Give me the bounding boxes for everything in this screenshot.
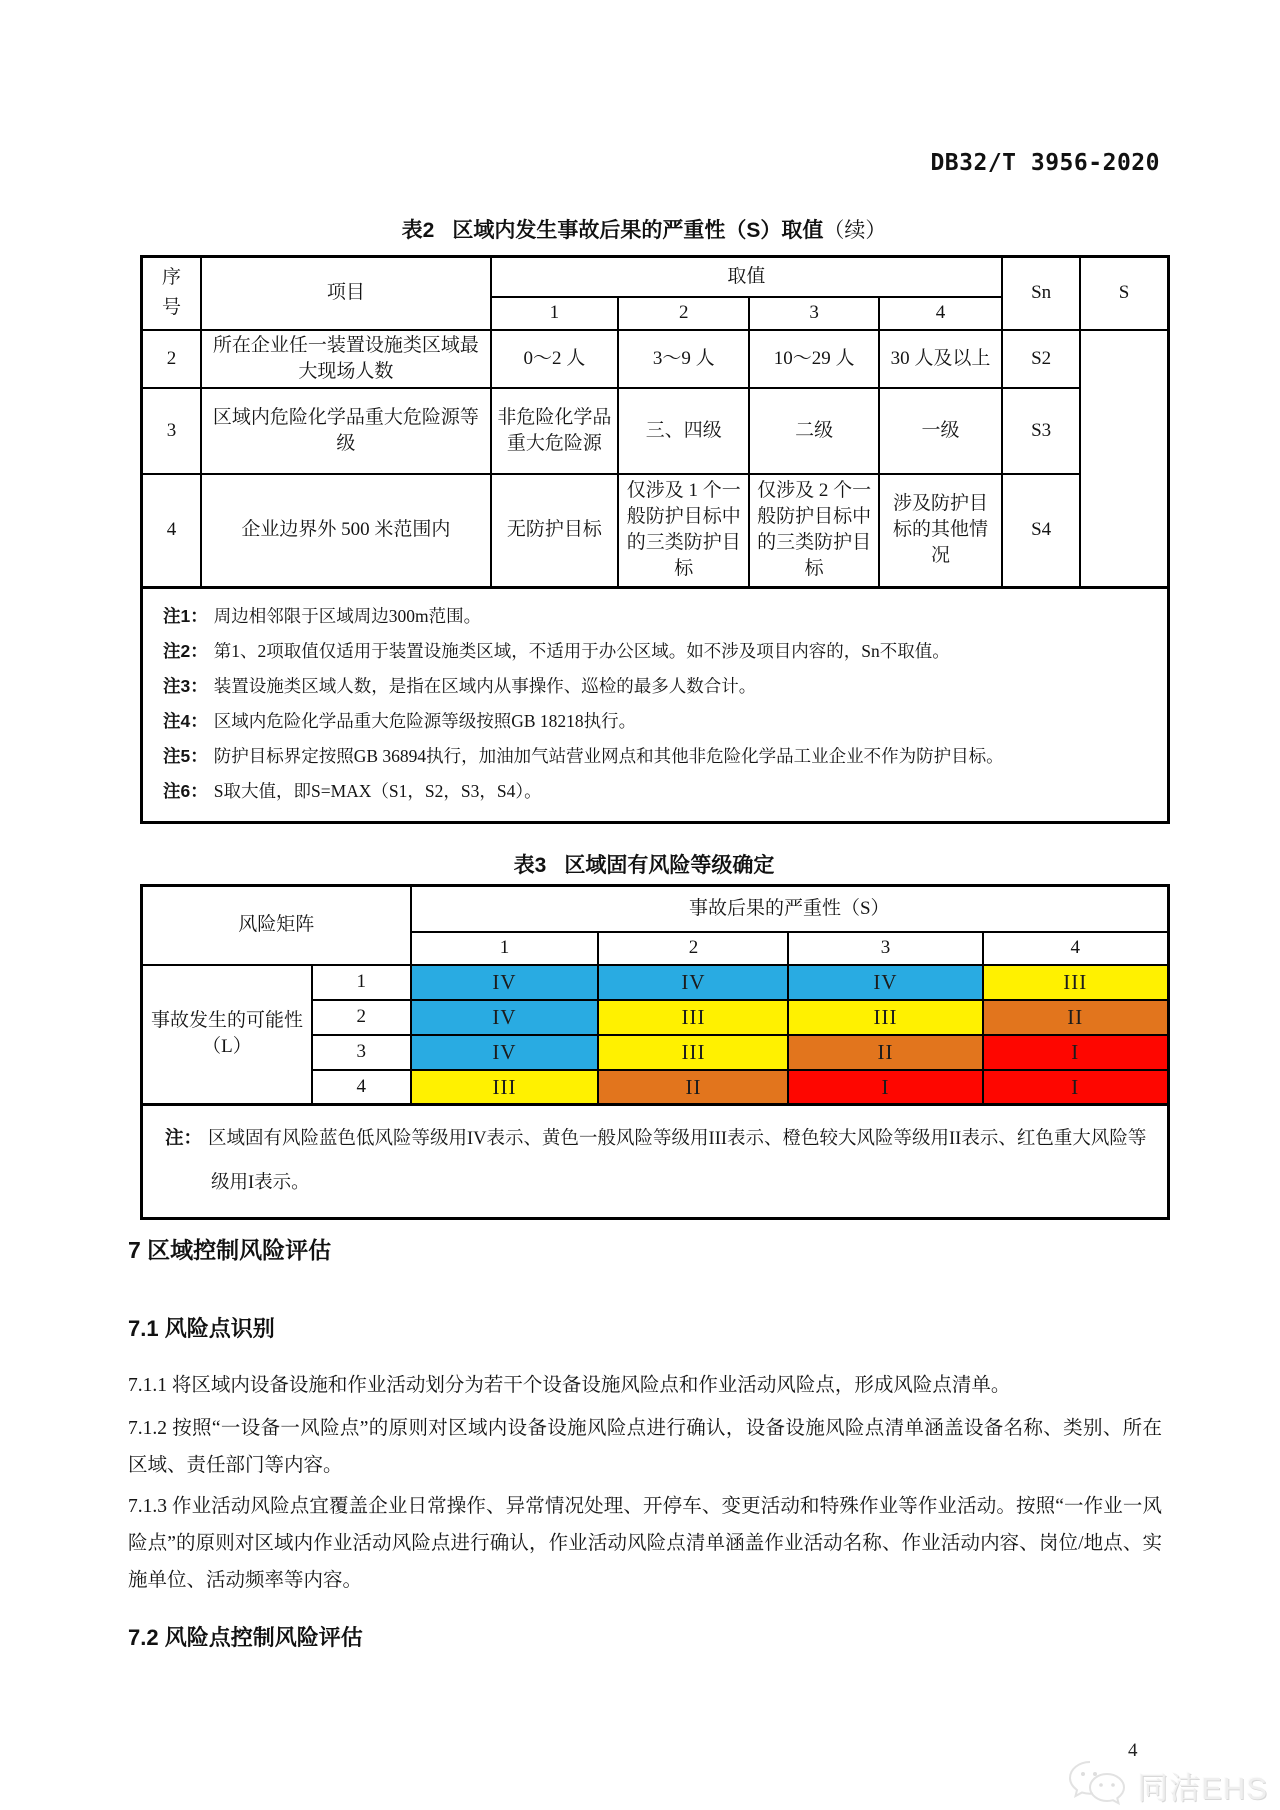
standard-number: DB32/T 3956-2020 [930,150,1160,176]
col-header-value: 取值 [491,257,1002,297]
paragraph-7-1-1: 7.1.1 将区域内设备设施和作业活动划分为若干个设备设施风险点和作业活动风险点，形成风险点清单。 [128,1375,1011,1396]
risk-cell: IV [411,1035,599,1070]
likelihood-level: 3 [312,1035,411,1070]
note-6: 注6： S取大值，即S=MAX（S1，S2，S3，S4）。 [163,781,542,801]
seq-cell: 4 [142,474,202,588]
matrix-corner-label: 风险矩阵 [142,886,411,965]
value-cell: 非危险化学品重大危险源 [491,388,618,474]
value-cell: 二级 [749,388,878,474]
severity-col-4: 4 [983,932,1169,965]
s-column-empty [1080,330,1168,588]
table3-note: 注： 区域固有风险蓝色低风险等级用IV表示、黄色一般风险等级用III表示、橙色较大风险等级用II表示、红色重大风险等级用I表示。 [142,1105,1169,1219]
value-col-1: 1 [491,297,618,330]
item-cell: 企业边界外 500 米范围内 [201,474,491,588]
value-col-2: 2 [618,297,749,330]
col-header-seq: 序号 [142,257,202,330]
severity-col-3: 3 [788,932,982,965]
likelihood-level: 4 [312,1070,411,1105]
value-cell: 10～29 人 [749,330,878,388]
value-cell: 30 人及以上 [879,330,1002,388]
risk-matrix-table [140,884,1170,1220]
severity-col-1: 1 [411,932,599,965]
risk-cell: IV [598,965,788,1000]
severity-col-2: 2 [598,932,788,965]
table2-title-main: 区域内发生事故后果的严重性（S）取值 [452,219,824,242]
risk-cell: I [788,1070,982,1105]
value-cell: 三、四级 [618,388,749,474]
table3-title-main: 区域固有风险等级确定 [564,854,775,877]
sn-cell: S3 [1002,388,1080,474]
risk-cell: I [983,1035,1169,1070]
risk-cell: III [411,1070,599,1105]
risk-cell: III [788,1000,982,1035]
table-row [142,388,1169,474]
risk-cell: I [983,1070,1169,1105]
matrix-row [142,965,1169,1000]
likelihood-group-label: 事故发生的可能性（L） [142,965,312,1105]
value-cell: 0～2 人 [491,330,618,388]
risk-cell: III [983,965,1169,1000]
severity-value-table [140,255,1170,824]
value-cell: 仅涉及 2 个一般防护目标中的三类防护目标 [749,474,878,588]
page-number: 4 [1128,1740,1138,1761]
sn-cell: S4 [1002,474,1080,588]
risk-cell: III [598,1035,788,1070]
table-notes-row [142,588,1169,823]
table3-title-prefix: 表3 [513,854,547,877]
seq-cell: 2 [142,330,202,388]
note-4: 注4： 区域内危险化学品重大危险源等级按照GB 18218执行。 [163,711,637,731]
paragraph-7-1-3: 7.1.3 作业活动风险点宜覆盖企业日常操作、异常情况处理、开停车、变更活动和特殊作业等作业活动。按照“一作业一风险点”的原则对区域内作业活动风险点进行确认，作业活动风险点清单涵盖作业活动名称、作业活动内容、岗位/地点、实施单位、活动频率等内容。 [128,1496,1162,1591]
note-1: 注1： 周边相邻限于区域周边300m范围。 [163,606,482,626]
value-cell: 涉及防护目标的其他情况 [879,474,1002,588]
table3-title [128,849,1160,879]
heading-7: 7 区域控制风险评估 [128,1237,332,1263]
risk-cell: IV [411,1000,599,1035]
col-header-sn: Sn [1002,257,1080,330]
col-header-s: S [1080,257,1168,330]
risk-cell: II [788,1035,982,1070]
paragraph-7-1-2: 7.1.2 按照“一设备一风险点”的原则对区域内设备设施风险点进行确认，设备设施风险点清单涵盖设备名称、类别、所在区域、责任部门等内容。 [128,1418,1162,1476]
item-cell: 所在企业任一装置设施类区域最大现场人数 [201,330,491,388]
table-row [142,474,1169,588]
sn-cell: S2 [1002,330,1080,388]
value-col-3: 3 [749,297,878,330]
risk-cell: III [598,1000,788,1035]
section-7 [128,1232,1162,1652]
table2-title-continued: （续） [823,218,887,242]
note-3: 注3： 装置设施类区域人数，是指在区域内从事操作、巡检的最多人数合计。 [163,676,757,696]
table2-title-prefix: 表2 [401,219,435,242]
table2-notes [142,588,1169,823]
value-cell: 一级 [879,388,1002,474]
watermark [1067,1760,1268,1810]
wechat-icon [1067,1760,1129,1810]
severity-header: 事故后果的严重性（S） [411,886,1169,932]
heading-7-1: 7.1 风险点识别 [128,1316,275,1341]
heading-7-2: 7.2 风险点控制风险评估 [128,1625,363,1650]
table-notes-row [142,1105,1169,1219]
risk-cell: II [598,1070,788,1105]
value-cell: 无防护目标 [491,474,618,588]
seq-cell: 3 [142,388,202,474]
risk-cell: IV [411,965,599,1000]
likelihood-level: 1 [312,965,411,1000]
likelihood-level: 2 [312,1000,411,1035]
value-cell: 仅涉及 1 个一般防护目标中的三类防护目标 [618,474,749,588]
note-2: 注2： 第1、2项取值仅适用于装置设施类区域，不适用于办公区域。如不涉及项目内容的，Sn不取值。 [163,641,950,661]
risk-cell: IV [788,965,982,1000]
table2-title [128,214,1160,244]
note-5: 注5： 防护目标界定按照GB 36894执行，加油加气站营业网点和其他非危险化学品工业企业不作为防护目标。 [163,746,1004,766]
col-header-item: 项目 [201,257,491,330]
value-col-4: 4 [879,297,1002,330]
risk-cell: II [983,1000,1169,1035]
value-cell: 3～9 人 [618,330,749,388]
table-row [142,330,1169,388]
watermark-label: 同洁EHS [1137,1771,1268,1806]
item-cell: 区域内危险化学品重大危险源等级 [201,388,491,474]
